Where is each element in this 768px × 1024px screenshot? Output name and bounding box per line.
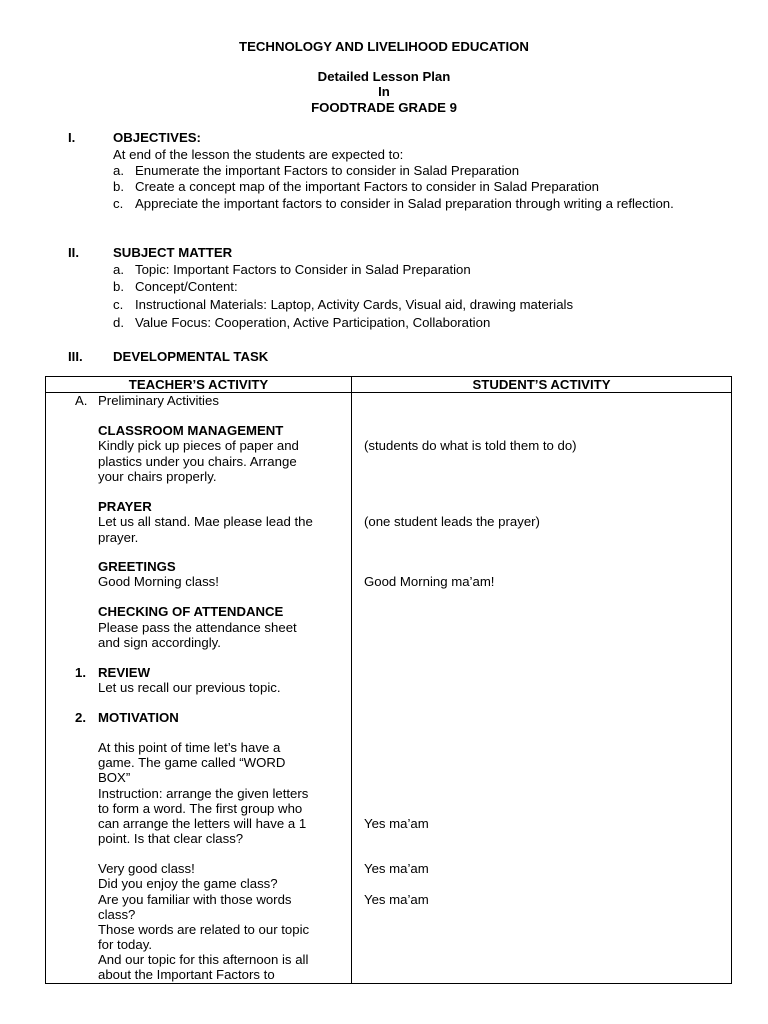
motivation-title: MOTIVATION [98, 710, 179, 725]
subject-matter-label: d. [113, 315, 124, 330]
subject-matter-text: Instructional Materials: Laptop, Activity Cards, Visual aid, drawing materials [135, 297, 574, 312]
closing-text: Did you enjoy the game class? [98, 876, 278, 891]
closing-text: for today. [98, 937, 152, 952]
classroom-management-title: CLASSROOM MANAGEMENT [98, 423, 284, 438]
prelim-label: A. [75, 393, 88, 408]
prayer-text: prayer. [98, 530, 139, 545]
closing-text: And our topic for this afternoon is all [98, 952, 309, 967]
objectives-roman: I. [68, 130, 76, 145]
prayer-text: Let us all stand. Mae please lead the [98, 514, 313, 529]
motivation-text: game. The game called “WORD [98, 755, 286, 770]
teacher-activity-cell [46, 393, 352, 984]
student-response: Yes ma’am [364, 892, 429, 907]
document-subtitle-in: In [378, 84, 390, 99]
objective-label: c. [113, 196, 124, 211]
subject-matter-text: Value Focus: Cooperation, Active Participation, Collaboration [135, 315, 491, 330]
closing-text: class? [98, 907, 136, 922]
closing-text: Very good class! [98, 861, 195, 876]
subject-matter-label: c. [113, 297, 124, 312]
motivation-number: 2. [75, 710, 86, 725]
attendance-text: Please pass the attendance sheet [98, 620, 297, 635]
classroom-management-text: Kindly pick up pieces of paper and [98, 438, 299, 453]
objectives-title: OBJECTIVES: [113, 130, 201, 145]
review-number: 1. [75, 665, 86, 680]
classroom-management-text: plastics under you chairs. Arrange [98, 454, 297, 469]
review-title: REVIEW [98, 665, 151, 680]
review-text: Let us recall our previous topic. [98, 680, 281, 695]
student-response: Yes ma’am [364, 861, 429, 876]
objective-text: Appreciate the important factors to consider in Salad preparation through writing a reflection. [135, 196, 674, 211]
subject-matter-roman: II. [68, 245, 79, 260]
subject-matter-label: a. [113, 262, 124, 277]
student-response: Yes ma’am [364, 816, 429, 831]
document-title: TECHNOLOGY AND LIVELIHOOD EDUCATION [239, 39, 529, 54]
prelim-text: Preliminary Activities [98, 393, 219, 408]
attendance-title: CHECKING OF ATTENDANCE [98, 604, 284, 619]
objective-text: Enumerate the important Factors to consider in Salad Preparation [135, 163, 520, 178]
subject-matter-text: Topic: Important Factors to Consider in Salad Preparation [135, 262, 471, 277]
student-activity-header: STUDENT’S ACTIVITY [352, 377, 732, 393]
activity-table-row [46, 393, 732, 984]
objectives-intro: At end of the lesson the students are expected to: [113, 147, 404, 162]
greetings-title: GREETINGS [98, 559, 176, 574]
objective-label: a. [113, 163, 124, 178]
objective-label: b. [113, 179, 124, 194]
closing-text: Are you familiar with those words [98, 892, 292, 907]
prayer-title: PRAYER [98, 499, 152, 514]
motivation-text: Instruction: arrange the given letters [98, 786, 309, 801]
subject-matter-title: SUBJECT MATTER [113, 245, 233, 260]
closing-text: Those words are related to our topic [98, 922, 310, 937]
student-response: Good Morning ma’am! [364, 574, 495, 589]
objective-text: Create a concept map of the important Factors to consider in Salad Preparation [135, 179, 600, 194]
subject-matter-label: b. [113, 279, 124, 294]
developmental-task-title: DEVELOPMENTAL TASK [113, 349, 269, 364]
teacher-activity-header: TEACHER’S ACTIVITY [46, 377, 352, 393]
student-response: (students do what is told them to do) [364, 438, 577, 453]
attendance-text: and sign accordingly. [98, 635, 221, 650]
greetings-text: Good Morning class! [98, 574, 219, 589]
classroom-management-text: your chairs properly. [98, 469, 217, 484]
closing-text: about the Important Factors to [98, 967, 275, 982]
motivation-text: point. Is that clear class? [98, 831, 244, 846]
activity-table [45, 376, 732, 984]
developmental-task-roman: III. [68, 349, 83, 364]
motivation-text: At this point of time let’s have a [98, 740, 281, 755]
student-activity-cell [352, 393, 732, 984]
motivation-text: BOX” [98, 770, 131, 785]
student-response: (one student leads the prayer) [364, 514, 540, 529]
document-subject-grade: FOODTRADE GRADE 9 [311, 100, 457, 115]
document-subtitle: Detailed Lesson Plan [317, 69, 451, 84]
motivation-text: to form a word. The first group who [98, 801, 303, 816]
activity-table-header-row [46, 377, 732, 393]
subject-matter-text: Concept/Content: [135, 279, 238, 294]
motivation-text: can arrange the letters will have a 1 [98, 816, 307, 831]
